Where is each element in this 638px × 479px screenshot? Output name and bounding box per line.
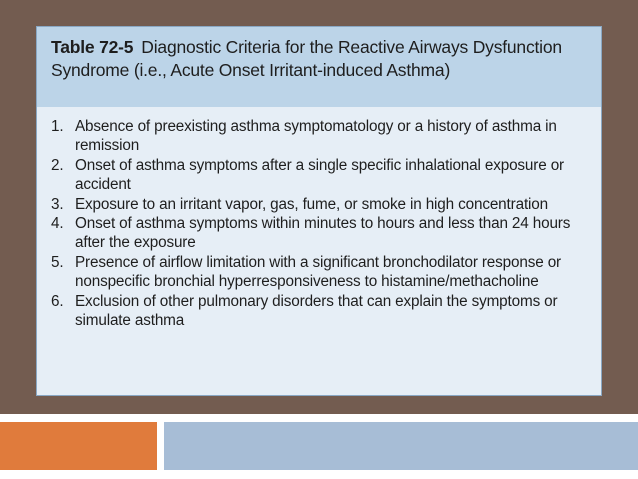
accent-block-blue — [164, 422, 638, 470]
table-title: Diagnostic Criteria for the Reactive Airways Dysfunction Syndrome (i.e., Acute Onset Irritant-induced Asthma) — [51, 37, 562, 80]
table-label: Table 72-5 — [51, 37, 134, 57]
criterion-4 — [51, 214, 587, 253]
criterion-text: Exposure to an irritant vapor, gas, fume, or smoke in high concentration — [75, 195, 549, 213]
accent-block-orange — [0, 422, 157, 470]
table-card — [36, 26, 602, 396]
criterion-number: 2. — [51, 156, 64, 174]
criterion-number: 3. — [51, 195, 64, 213]
criterion-number: 6. — [51, 292, 64, 310]
table-header — [37, 27, 601, 107]
criterion-text: Exclusion of other pulmonary disorders that can explain the symptoms or simulate asthma — [75, 292, 558, 330]
criterion-text: Absence of preexisting asthma symptomatology or a history of asthma in remission — [75, 118, 557, 155]
criterion-number: 1. — [51, 118, 64, 135]
criterion-text: Onset of asthma symptoms after a single specific inhalational exposure or accident — [75, 156, 564, 194]
criteria-list — [37, 107, 601, 330]
criterion-3 — [51, 195, 587, 214]
criterion-6 — [51, 292, 587, 331]
criterion-number: 5. — [51, 253, 64, 271]
criterion-number: 4. — [51, 215, 64, 233]
criterion-1 — [51, 117, 587, 156]
criterion-2 — [51, 156, 587, 195]
criterion-text: Onset of asthma symptoms within minutes to hours and less than 24 hours after the exposure — [75, 215, 571, 252]
criterion-text: Presence of airflow limitation with a significant bronchodilator response or nonspecific bronchial hyperresponsiveness to histamine/methacholine — [75, 253, 561, 291]
criterion-5 — [51, 253, 587, 292]
